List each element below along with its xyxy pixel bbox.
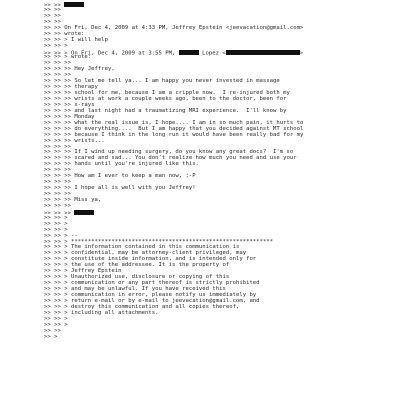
quote-prefix: >> >> xyxy=(44,12,61,19)
email-line-text: > I will help xyxy=(64,36,108,43)
email-line xyxy=(44,335,303,341)
email-line-text: >> xyxy=(64,202,71,209)
email-line-text: >> xyxy=(64,179,71,186)
quote-prefix: >> >> xyxy=(44,268,65,275)
quote-prefix: >> >> xyxy=(44,291,65,298)
email-line-text: > The information contained in this communication is xyxy=(64,244,240,251)
quote-prefix: >> >> xyxy=(44,119,65,126)
quote-prefix: >> >> xyxy=(44,18,61,25)
quote-prefix: >> >> xyxy=(44,36,65,43)
email-line-text: >> because I think in the long run it would have been really bad for my xyxy=(64,131,304,138)
email-line-text: > xyxy=(64,220,68,227)
quote-prefix: >> >> xyxy=(44,131,65,138)
email-line-text: > constitute inside information, and is intended only for xyxy=(64,256,257,263)
quote-prefix: >> >> xyxy=(44,155,65,162)
quote-prefix: >> >> xyxy=(44,250,65,257)
email-line-text: > On Fri, Dec 4, 2009 at 3:55 PM, xyxy=(64,49,179,56)
email-line-text: > and may be unlawful. If you have received this xyxy=(64,286,226,292)
email-line-text: > including all attachments. xyxy=(64,309,159,316)
redaction-bar xyxy=(226,50,300,55)
quote-prefix: >> >> xyxy=(44,280,65,287)
quote-prefix: >> >> xyxy=(44,214,65,221)
quote-prefix: >> >> xyxy=(44,90,65,97)
quote-prefix: >> >> xyxy=(44,238,65,245)
quote-prefix: >> >> xyxy=(44,113,65,120)
email-line-text: Lopez < xyxy=(198,49,226,56)
redaction-bar xyxy=(179,50,199,55)
email-line-text: wrote: xyxy=(64,30,85,37)
email-line-text: >> therapy xyxy=(64,84,98,91)
quote-prefix: >> >> xyxy=(44,321,65,328)
quote-prefix: >> >> xyxy=(44,286,65,292)
email-line-text: >> do everything.... But I am happy that you decided against MT school xyxy=(64,125,304,132)
email-line-text: > xyxy=(64,315,68,322)
email-line-text: > wrote: xyxy=(64,54,92,61)
email-line-text: >> Miss ya, xyxy=(64,196,102,203)
email-line-text: > xyxy=(64,226,68,233)
email-line-text: >> scared and sad... You don't realize how much you need and use your xyxy=(64,155,297,162)
email-line-text: > the use of the addressee. It is the property of xyxy=(64,262,230,269)
email-line-text: On Fri, Dec 4, 2009 at 4:33 PM, Jeffrey Epstein <jeevacation@gmail.com> xyxy=(64,24,304,31)
email-line-text: >> xyxy=(64,167,71,174)
quote-prefix: >> >> xyxy=(44,191,65,197)
quote-prefix: >> >> xyxy=(44,315,65,322)
quote-prefix: >> >> xyxy=(44,161,65,168)
quote-prefix: >> >> xyxy=(44,84,65,91)
quote-prefix: >> > xyxy=(44,333,58,340)
quote-prefix: >> >> xyxy=(44,30,65,37)
email-line-text: > Jeffrey Epstein xyxy=(64,268,122,275)
quote-prefix: >> >> xyxy=(44,72,65,79)
email-line-text: >> If I wind up needing surgery, do you know any great docs? I'm so xyxy=(64,149,294,156)
quote-prefix: >> >> xyxy=(44,309,65,316)
email-line-text: >> Monday xyxy=(64,113,95,120)
quote-prefix: >> >> xyxy=(44,78,65,85)
quote-prefix: >> >> xyxy=(44,125,65,132)
quote-prefix: >> >> xyxy=(44,196,65,203)
email-line-text: > Unauthorized use, disclosure or copying of this xyxy=(64,274,230,281)
quote-prefix: >> >> xyxy=(44,167,65,174)
quote-prefix: >> >> xyxy=(44,2,65,9)
quote-prefix: >> >> xyxy=(44,303,65,310)
email-line-text: >> xyxy=(64,210,75,217)
redaction-bar xyxy=(64,2,84,7)
quote-prefix: >> >> xyxy=(44,137,65,144)
email-line-text: >> xyxy=(64,72,71,79)
quote-prefix: >> >> xyxy=(44,202,65,209)
email-line-text: > xyxy=(64,321,68,328)
quote-prefix: >> >> xyxy=(44,226,65,233)
quote-prefix: >> >> xyxy=(44,297,65,304)
email-line-text: > xyxy=(64,214,68,221)
email-line-text: >> xyxy=(64,143,71,150)
quote-prefix: >> >> xyxy=(44,327,61,334)
email-line-text: >> x-rays xyxy=(64,101,95,108)
email-line-text: > xyxy=(64,42,68,49)
quote-prefix: >> >> xyxy=(44,96,65,102)
quote-prefix: >> >> xyxy=(44,179,65,186)
email-line-text: > confidential, may be attorney-client privileged, may xyxy=(64,250,247,257)
quote-prefix: >> >> xyxy=(44,60,65,67)
email-line-text: >> So let me tell ya... I am happy you never invested in massage xyxy=(64,78,280,85)
email-line-text: >> wrists at work a couple weeks ago, been to the doctor, been for xyxy=(64,96,287,102)
email-line-text: > communication or any part thereof is strictly prohibited xyxy=(64,280,260,287)
quote-prefix: >> >> xyxy=(44,210,65,217)
email-line-text: > communication in error, please notify us immediately by xyxy=(64,291,257,298)
redaction-bar xyxy=(74,210,94,215)
email-line-text: >> school for me, because I am a cripple now. I re-injured both my xyxy=(64,90,290,97)
quote-prefix: >> >> xyxy=(44,244,65,251)
quote-prefix: >> >> xyxy=(44,173,65,180)
email-line-text: >> hands until you're injured like this. xyxy=(64,161,199,168)
email-line-text: >> what the real issue is, I hope.... I am in so much pain, it hurts to xyxy=(64,119,304,126)
email-line-text: > destroy this communication and all copies thereof, xyxy=(64,303,240,310)
quote-prefix: >> >> xyxy=(44,66,65,73)
quote-prefix: >> >> xyxy=(44,262,65,269)
quote-prefix: >> >> xyxy=(44,185,65,192)
email-line-text: >> and last night had a traumatizing MRI experience. I'll know by xyxy=(64,107,287,114)
email-line-text: >> xyxy=(64,191,71,197)
quote-prefix: >> >> xyxy=(44,101,65,108)
email-line-text: >> Hey Jeffrey, xyxy=(64,66,115,73)
quote-prefix: >> >> xyxy=(44,232,65,239)
quote-prefix: >> >> xyxy=(44,54,65,61)
quote-prefix: >> >> xyxy=(44,49,65,56)
quote-prefix: >> >> xyxy=(44,143,65,150)
email-line-text: > ************************************************************ xyxy=(64,238,274,245)
email-line-text: > -- xyxy=(64,232,78,239)
quote-prefix: >> >> xyxy=(44,24,65,31)
quote-prefix: >> >> xyxy=(44,6,61,13)
quote-prefix: >> >> xyxy=(44,149,65,156)
quote-prefix: >> >> xyxy=(44,274,65,281)
quote-prefix: >> >> xyxy=(44,256,65,263)
quote-prefix: >> >> xyxy=(44,42,65,49)
email-line-text: > xyxy=(299,49,304,56)
email-line-text: > return e-mail or by e-mail to jeevacation@gmail.com, and xyxy=(64,297,260,304)
email-line-text: >> xyxy=(64,60,71,67)
email-line-text: >> How am I ever to keep a man now, ;-P xyxy=(64,173,196,180)
email-line-text: >> wrists... xyxy=(64,137,105,144)
quote-prefix: >> >> xyxy=(44,107,65,114)
email-line-text: >> I hope all is well with you Jeffrey! xyxy=(64,185,196,192)
quoted-email-body xyxy=(44,2,303,340)
quote-prefix: >> >> xyxy=(44,220,65,227)
